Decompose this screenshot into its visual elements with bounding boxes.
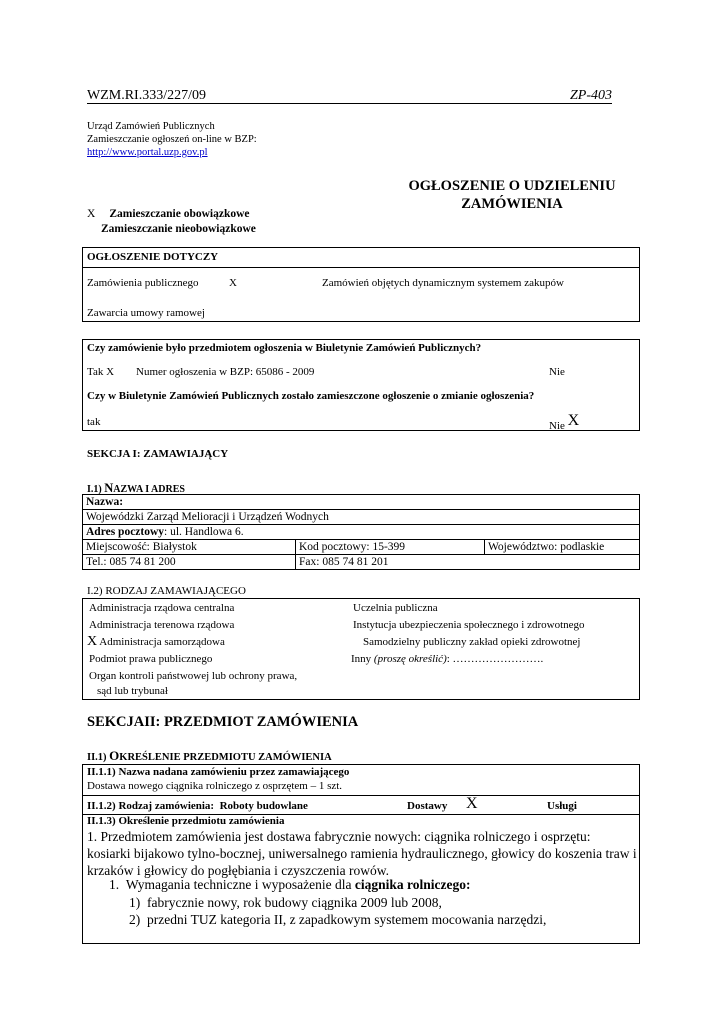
bzp-no: Nie [549,366,565,378]
posting-type [87,207,256,237]
authority-name-label: Nazwa: [83,495,640,510]
type-local-gov: Administracja terenowa rządowa [89,619,235,631]
title-line-2: ZAMÓWIENIA [461,196,563,212]
section-1-heading: SEKCJA I: ZAMAWIAJĄCY [87,448,229,460]
notice-divider [83,267,639,268]
posting-mandatory: Zamieszczanie obowiązkowe [109,208,250,220]
type-control-organ: Organ kontroli państwowej lub ochrony prawa, [89,670,298,682]
notice-framework: Zawarcia umowy ramowej [87,307,205,319]
bzp-question-1: Czy zamówienie było przedmiotem ogłoszenia w Biuletynie Zamówień Publicznych? [87,342,482,354]
bzp-number: Numer ogłoszenia w BZP: 65086 - 2009 [136,366,315,378]
bzp-question-2: Czy w Biuletynie Zamówień Publicznych zostało zamieszczone ogłoszenie o zmianie ogłoszenia? [87,390,535,402]
type-other: Inny (proszę określić): ……………………. [351,653,544,665]
type-central-gov: Administracja rządowa centralna [89,602,235,614]
publisher-name: Urząd Zamówień Publicznych [87,121,215,132]
bzp-yes-mark: X [106,366,115,378]
authority-fax: Fax: 085 74 81 201 [296,555,640,570]
section-2-heading: SEKCJAII: PRZEDMIOT ZAMÓWIENIA [87,714,359,730]
order-type-works: Roboty budowlane [219,800,308,812]
posting-optional: Zamieszczanie nieobowiązkowe [101,223,256,235]
section-1-1-heading: I.1) NAZWA I ADRES [87,481,185,495]
authority-city: Miejscowość: Białystok [83,540,296,555]
form-code: ZP-403 [570,88,612,103]
authority-postal: Kod pocztowy: 15-399 [296,540,485,555]
type-university: Uczelnia publiczna [353,602,438,614]
type-insurance: Instytucja ubezpieczenia społecznego i zdrowotnego [353,619,585,631]
bzp-box [82,339,640,431]
authority-region: Województwo: podlaskie [485,540,640,555]
portal-link[interactable]: http://www.portal.uzp.gov.pl [87,147,208,158]
notice-dynamic: Zamówień objętych dynamicznym systemem zakupów [322,277,564,289]
document-reference: WZM.RI.333/227/09 [87,88,206,103]
notice-public-order-mark: X [229,277,237,289]
type-public-law: Podmiot prawa publicznego [89,653,213,665]
posting-mark: X [87,208,96,220]
page-title [392,177,632,213]
subject-description-label: II.1.3) Określenie przedmiotu zamówienia [87,815,285,827]
bzp-yes: Tak X [87,366,115,378]
subject-divider-1 [83,795,639,796]
order-type-supplies: Dostawy [407,800,448,812]
type-court: sąd lub trybunał [97,685,168,697]
tractor-requirements: 1. Wymagania techniczne i wyposażenie dla ciągnika rolniczego: [109,877,471,892]
tractor-requirement-2: 2) przedni TUZ kategoria II, z zapadkowym systemem mocowania narzędzi, [129,912,547,927]
bzp-yes-2: tak [87,416,101,428]
order-type-services: Usługi [547,800,577,812]
bzp-no-2-mark: X [567,412,580,429]
bzp-no-2: Nie X [549,412,580,432]
notice-public-order: Zamówienia publicznego [87,277,199,289]
section-2-1-heading: II.1) OKREŚLENIE PRZEDMIOTU ZAMÓWIENIA [87,748,332,763]
authority-address: Adres pocztowy: ul. Handlowa 6. [83,525,640,540]
order-type-label: II.1.2) Rodzaj zamówienia: Roboty budowlane [87,800,308,812]
publisher-info [87,120,257,159]
tractor-requirement-1: 1) fabrycznie nowy, rok budowy ciągnika 2009 lub 2008, [129,895,442,910]
section-1-2-heading: I.2) RODZAJ ZAMAWIAJĄCEGO [87,585,246,597]
order-name-value: Dostawa nowego ciągnika rolniczego z osprzętem – 1 szt. [87,780,343,792]
authority-type-box [82,598,640,700]
order-name-label: II.1.1) Nazwa nadana zamówieniu przez zamawiającego [87,766,350,778]
subject-description: 1. Przedmiotem zamówienia jest dostawa fabrycznie nowych: ciągnika rolniczego i osprzętu: kosiarki bijakowo tylno-bocznej, uniwersalnego ramienia hydraulicznego, głowicy do koszenia traw i krzaków i głowicy do pogłębiania i czyszczenia rowów. [87,829,637,878]
header-rule [87,103,612,104]
order-type-supplies-mark: X [466,795,478,812]
type-health-unit: Samodzielny publiczny zakład opieki zdrowotnej [363,636,581,648]
notice-box [82,247,640,322]
type-self-gov: X Administracja samorządowa [87,634,225,649]
type-self-gov-mark: X [87,634,98,649]
authority-phone: Tel.: 085 74 81 200 [83,555,296,570]
subject-box [82,764,640,944]
authority-name: Wojewódzki Zarząd Melioracji i Urządzeń Wodnych [83,510,640,525]
notice-heading: OGŁOSZENIE DOTYCZY [87,251,219,263]
title-line-1: OGŁOSZENIE O UDZIELENIU [408,178,616,194]
contracting-authority-table [82,494,640,570]
publisher-service: Zamieszczanie ogłoszeń on-line w BZP: [87,134,257,145]
